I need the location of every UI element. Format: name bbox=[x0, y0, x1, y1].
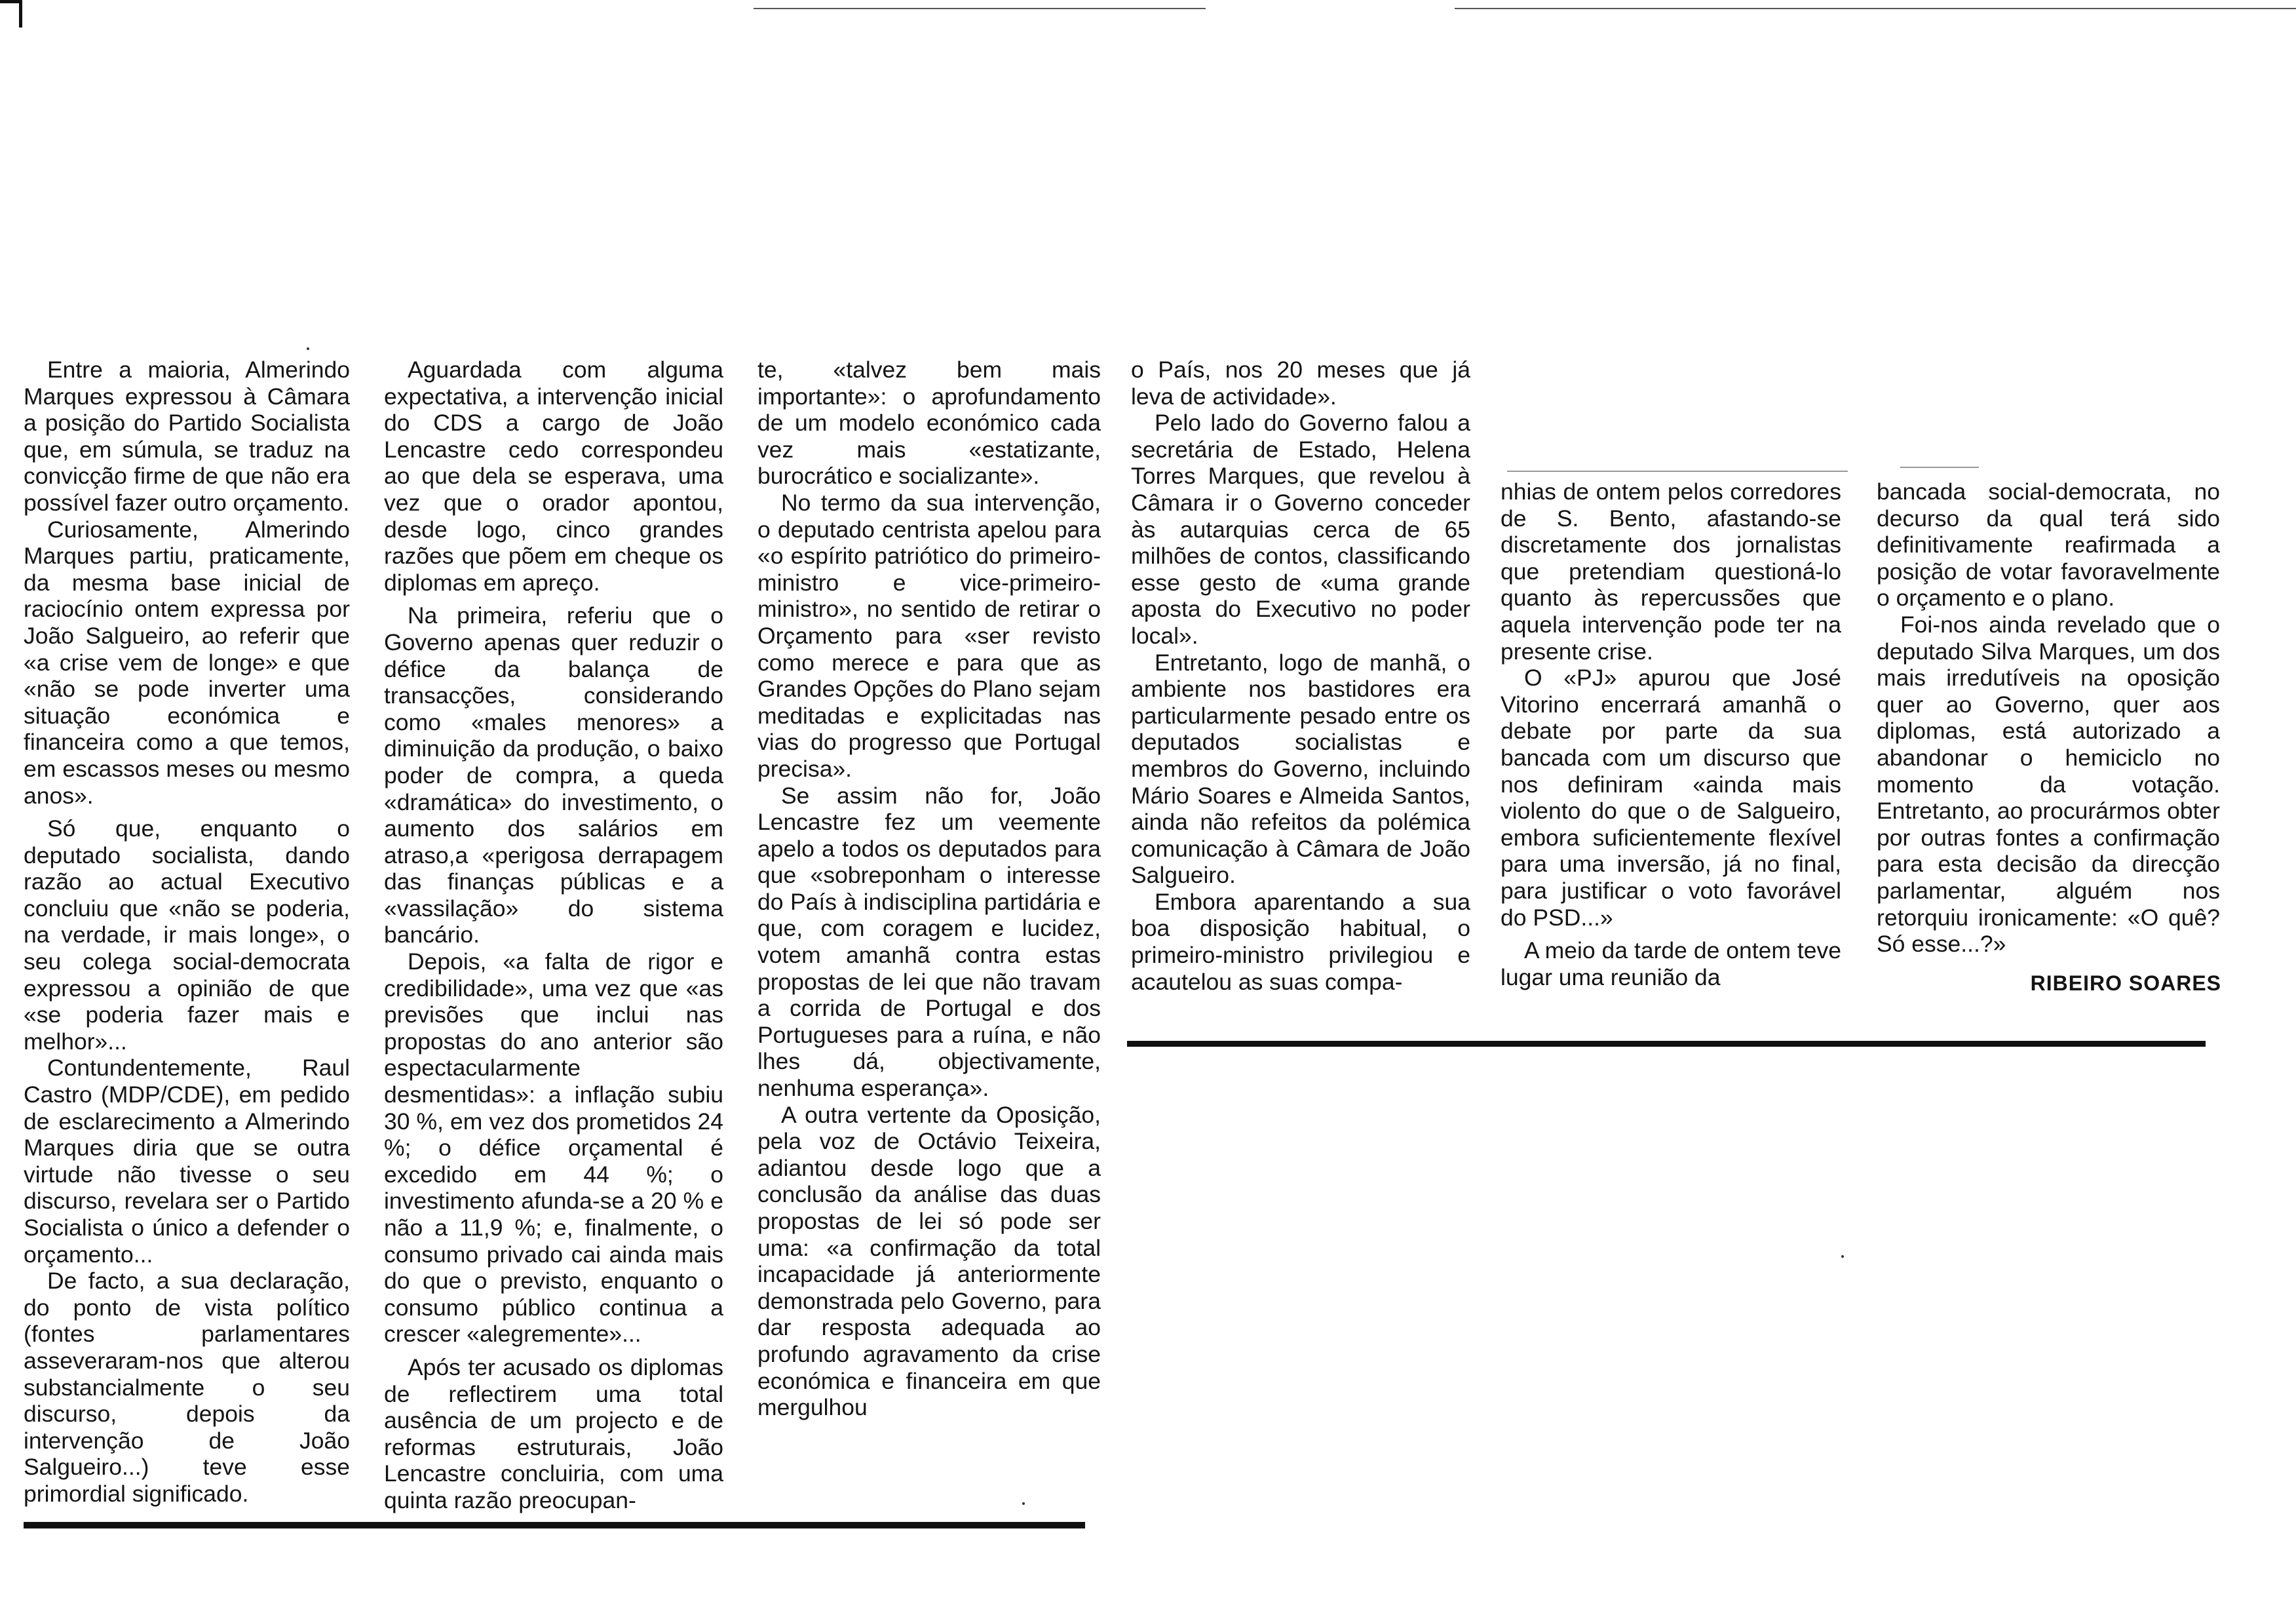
article-column-3 bbox=[757, 357, 1101, 1421]
scan-speck bbox=[307, 347, 309, 350]
paragraph: Contundentemente, Raul Castro (MDP/CDE), em pedido de esclarecimento a Almerindo Marques diria que se outra virtude não tivesse o seu discurso, revelara ser o Partido Socialista o único a defender o orçamento... bbox=[24, 1055, 350, 1268]
paragraph: O «PJ» apurou que José Vitorino encerrará amanhã o debate por parte da sua bancada com um discurso que nos definiram «ainda mais violento do que o de Salgueiro, embora suficientemente flexível para uma inversão, já no final, para justificar o voto favorável do PSD...» bbox=[1501, 665, 1841, 931]
paragraph: Embora aparentando a sua boa disposição habitual, o primeiro-ministro privilegiou e acautelou as suas compa- bbox=[1131, 888, 1470, 995]
paragraph: Entretanto, logo de manhã, o ambiente nos bastidores era particularmente pesado entre os deputados socialistas e membros do Governo, incluindo Mário Soares e Almeida Santos, ainda não refeitos da polémica comunicação à Câmara de João Salgueiro. bbox=[1131, 649, 1470, 889]
article-column-1 bbox=[24, 357, 350, 1508]
article-column-5 bbox=[1501, 478, 1841, 990]
top-scan-rule bbox=[754, 8, 1206, 9]
paragraph: A outra vertente da Oposição, pela voz de Octávio Teixeira, adiantou desde logo que a conclusão da análise das duas propostas de lei só pode ser uma: «a confirmação da total incapacidade já anteriormente demonstrada pelo Governo, para dar resposta adequada ao profundo agravamento da crise económica e financeira em que mergulhou bbox=[757, 1101, 1101, 1421]
scan-speck bbox=[1841, 1255, 1844, 1258]
paragraph: Curiosamente, Almerindo Marques partiu, praticamente, da mesma base inicial de raciocínio ontem expressa por João Salgueiro, ao referir que «a crise vem de longe» e que «não se pode inverter uma situação económica e financeira como a que temos, em escassos meses ou mesmo anos». bbox=[24, 516, 350, 809]
section-rule bbox=[1127, 1041, 2206, 1047]
scan-speck bbox=[1022, 1502, 1025, 1505]
paragraph: Entre a maioria, Almerindo Marques expressou à Câmara a posição do Partido Socialista que, em súmula, se traduz na convicção firme de que não era possível fazer outro orçamento. bbox=[24, 357, 350, 516]
paragraph: Pelo lado do Governo falou a secretária de Estado, Helena Torres Marques, que revelou à Câmara ir o Governo conceder às autarquias cerca de 65 milhões de contos, classificando esse gesto de «uma grande aposta do Executivo no poder local». bbox=[1131, 410, 1470, 649]
article-column-4 bbox=[1131, 357, 1470, 995]
paragraph: bancada social-democrata, no decurso da qual terá sido definitivamente reafirmada a posição de votar favoravelmente o orçamento e o plano. bbox=[1877, 478, 2220, 612]
paragraph: Após ter acusado os diplomas de reflectirem uma total ausência de um projecto e de reformas estruturais, João Lencastre concluiria, com uma quinta razão preocupan- bbox=[384, 1353, 723, 1513]
article-column-6 bbox=[1877, 478, 2220, 958]
section-rule bbox=[24, 1522, 1085, 1528]
paragraph: Só que, enquanto o deputado socialista, dando razão ao actual Executivo concluiu que «não se poderia, na verdade, ir mais longe», o seu colega social-democrata expressou a opinião de que «se poderia fazer mais e melhor»... bbox=[24, 815, 350, 1055]
byline: RIBEIRO SOARES bbox=[2030, 971, 2221, 995]
article-column-2 bbox=[384, 357, 723, 1514]
paragraph: o País, nos 20 meses que já leva de actividade». bbox=[1131, 357, 1470, 410]
paragraph: De facto, a sua declaração, do ponto de vista político (fontes parlamentares asseveraram-nos que alterou substancialmente o seu discurso, depois da intervenção de João Salgueiro...) teve esse primordial significado. bbox=[24, 1268, 350, 1507]
crop-mark bbox=[0, 0, 22, 28]
column-top-rule bbox=[1900, 467, 1979, 468]
paragraph: Aguardada com alguma expectativa, a intervenção inicial do CDS a cargo de João Lencastre cedo correspondeu ao que dela se esperava, uma vez que o orador apontou, desde logo, cinco grandes razões que põem em cheque os diplomas em apreço. bbox=[384, 357, 723, 596]
paragraph: A meio da tarde de ontem teve lugar uma reunião da bbox=[1501, 937, 1841, 990]
column-top-rule bbox=[1507, 471, 1848, 472]
paragraph: nhias de ontem pelos corredores de S. Bento, afastando-se discretamente dos jornalistas que pretendiam questioná-lo quanto às repercussões que aquela intervenção pode ter na presente crise. bbox=[1501, 478, 1841, 665]
top-scan-rule-right bbox=[1455, 8, 2296, 9]
paragraph: Foi-nos ainda revelado que o deputado Silva Marques, um dos mais irredutíveis na oposição quer ao Governo, quer aos diplomas, está autorizado a abandonar o hemiciclo no momento da votação. Entretanto, ao procurármos obter por outras fontes a confirmação para esta decisão da direcção parlamentar, alguém nos retorquiu ironicamente: «O quê? Só esse...?» bbox=[1877, 611, 2220, 958]
paragraph: No termo da sua intervenção, o deputado centrista apelou para «o espírito patriótico do primeiro-ministro e vice-primeiro-ministro», no sentido de retirar o Orçamento para «ser revisto como merece e para que as Grandes Opções do Plano sejam meditadas e explicitadas nas vias do progresso que Portugal precisa». bbox=[757, 489, 1101, 782]
paragraph: te, «talvez bem mais importante»: o aprofundamento de um modelo económico cada vez mais «estatizante, burocrático e socializante». bbox=[757, 357, 1101, 490]
paragraph: Na primeira, referiu que o Governo apenas quer reduzir o défice da balança de transacções, considerando como «males menores» a diminuição da produção, o baixo poder de compra, a queda «dramática» do investimento, o aumento dos salários em atraso,a «perigosa derrapagem das finanças públicas e a «vassilação» do sistema bancário. bbox=[384, 602, 723, 948]
paragraph: Se assim não for, João Lencastre fez um veemente apelo a todos os deputados para que «sobreponham o interesse do País à indisciplina partidária e que, com coragem e lucidez, votem amanhã contra estas propostas de lei que não travam a corrida de Portugal e dos Portugueses para a ruína, e não lhes dá, objectivamente, nenhuma esperança». bbox=[757, 782, 1101, 1102]
paragraph: Depois, «a falta de rigor e credibilidade», uma vez que «as previsões que inclui nas propostas do ano anterior são espectacularmente desmentidas»: a inflação subiu 30 %, em vez dos prometidos 24 %; o défice orçamental é excedido em 44 %; o investimento afunda-se a 20 % e não a 11,9 %; e, finalmente, o consumo privado cai ainda mais do que o previsto, enquanto o consumo público continua a crescer «alegremente»... bbox=[384, 948, 723, 1348]
